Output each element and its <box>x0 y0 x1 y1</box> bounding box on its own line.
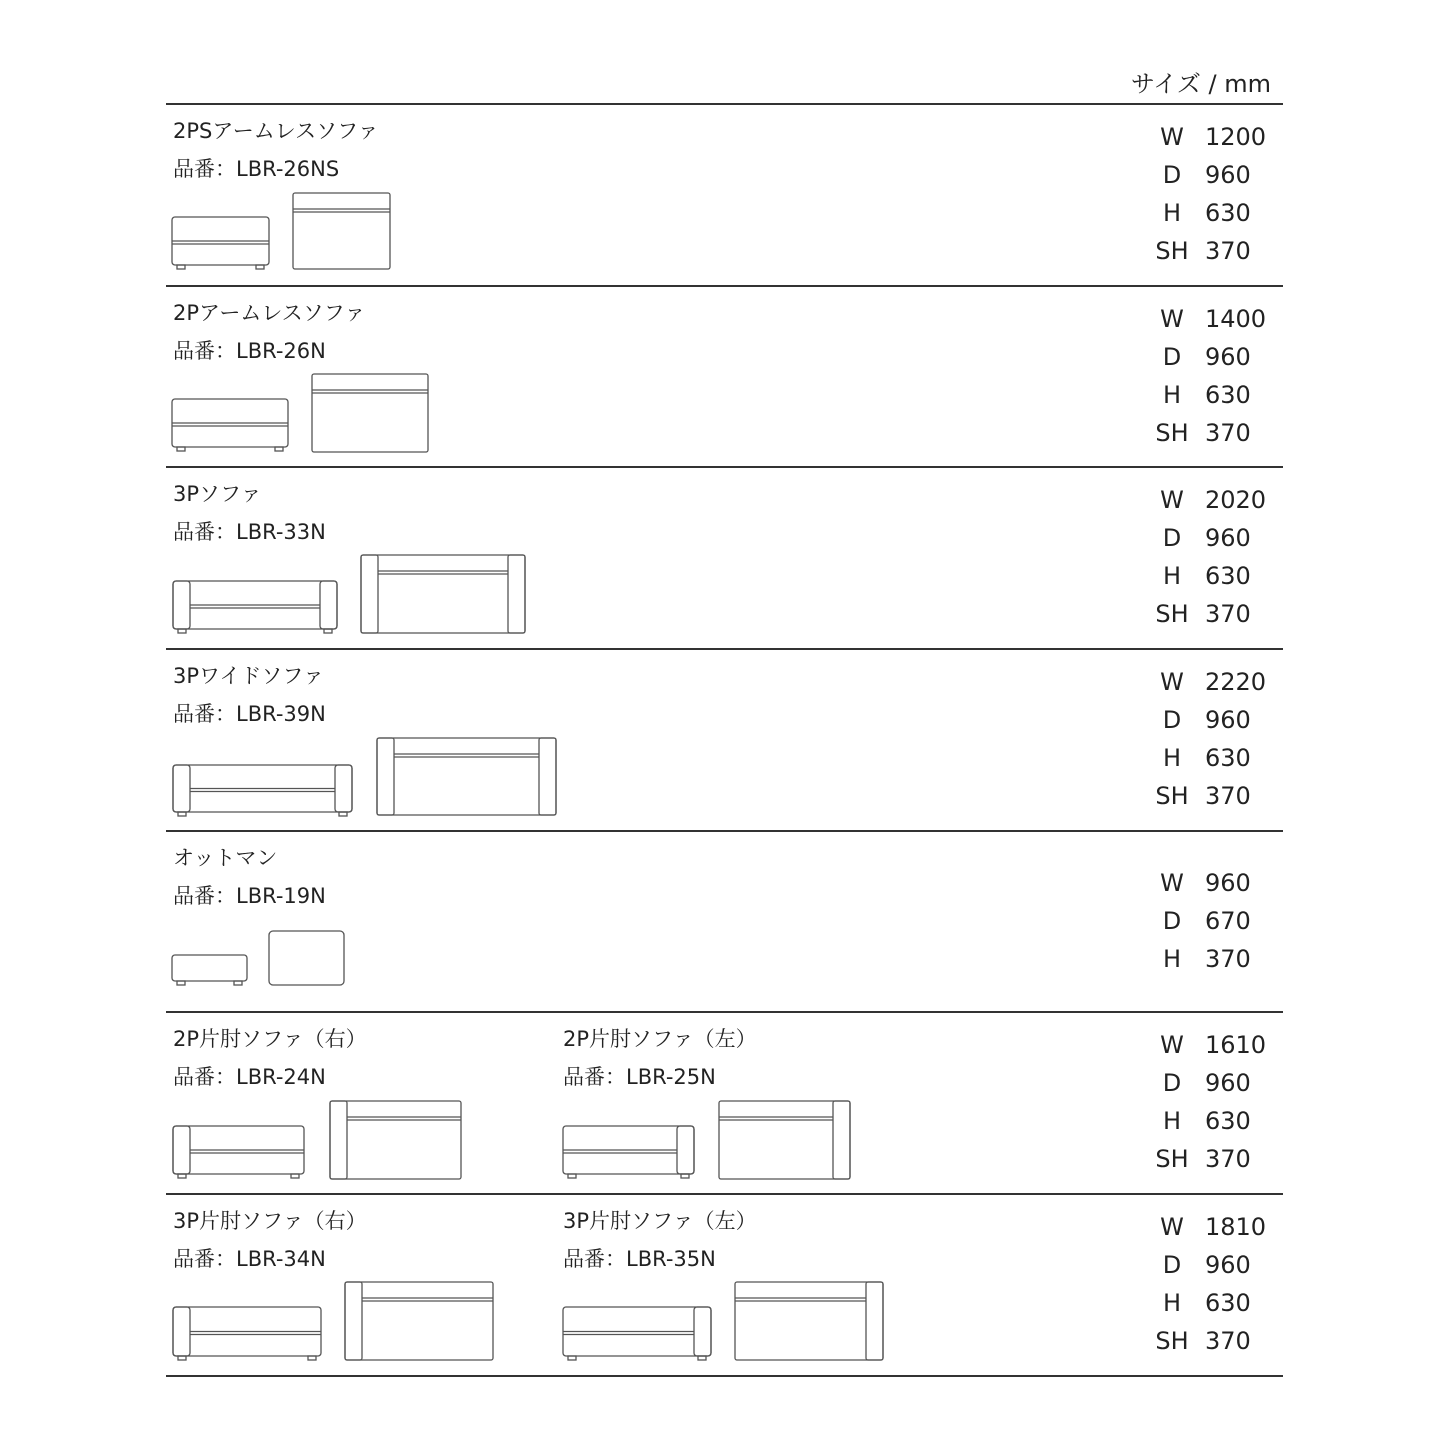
product-name: 2Pアームレスソファ <box>173 301 366 325</box>
sofa-front-view <box>173 1126 304 1178</box>
spec-value: 630 <box>1205 744 1251 772</box>
sofa-top-view <box>377 738 556 815</box>
product-name: オットマン <box>173 846 278 870</box>
sofa-top-view <box>719 1101 850 1179</box>
product-name: 3Pワイドソファ <box>173 664 324 688</box>
spec-value: 370 <box>1205 237 1251 265</box>
spec-key: D <box>1162 1069 1182 1097</box>
spec-value: 630 <box>1205 562 1251 590</box>
spec-key: W <box>1160 123 1184 151</box>
product-code: 品番：LBR-35N <box>563 1247 716 1271</box>
spec-value: 630 <box>1205 1289 1251 1317</box>
spec-value: 960 <box>1205 161 1251 189</box>
product-code: 品番：LBR-24N <box>173 1065 326 1089</box>
spec-value: 960 <box>1205 1069 1251 1097</box>
spec-key: W <box>1160 668 1184 696</box>
product-name: 2P片肘ソファ（左） <box>563 1027 757 1051</box>
sofa-top-view <box>361 555 525 633</box>
product-code: 品番：LBR-33N <box>173 520 326 544</box>
product-code: 品番：LBR-26NS <box>173 157 340 181</box>
spec-key: W <box>1160 1213 1184 1241</box>
spec-key: D <box>1162 907 1182 935</box>
spec-key: D <box>1162 706 1182 734</box>
product-name: 3P片肘ソファ（右） <box>173 1209 367 1233</box>
spec-key: H <box>1162 1289 1182 1317</box>
size-unit-label: サイズ / mm <box>1130 70 1271 98</box>
spec-value: 1810 <box>1205 1213 1267 1241</box>
spec-value: 2220 <box>1205 668 1267 696</box>
spec-key: SH <box>1155 1327 1189 1355</box>
product-name: 2P片肘ソファ（右） <box>173 1027 367 1051</box>
spec-value: 370 <box>1205 600 1251 628</box>
spec-key: D <box>1162 1251 1182 1279</box>
spec-key: H <box>1162 381 1182 409</box>
spec-key: W <box>1160 1031 1184 1059</box>
spec-value: 370 <box>1205 782 1251 810</box>
spec-value: 370 <box>1205 945 1251 973</box>
sofa-front-view <box>563 1126 694 1178</box>
spec-value: 1200 <box>1205 123 1267 151</box>
product-name: 2PSアームレスソファ <box>173 119 379 143</box>
spec-value: 630 <box>1205 381 1251 409</box>
sofa-front-view <box>172 399 288 451</box>
spec-key: SH <box>1155 600 1189 628</box>
sofa-top-view <box>330 1101 461 1179</box>
product-code: 品番：LBR-39N <box>173 702 326 726</box>
sofa-front-view <box>173 581 337 633</box>
product-name: 3P片肘ソファ（左） <box>563 1209 757 1233</box>
sofa-top-view <box>345 1282 493 1360</box>
spec-key: SH <box>1155 237 1189 265</box>
spec-key: W <box>1160 869 1184 897</box>
spec-key: D <box>1162 161 1182 189</box>
spec-key: H <box>1162 1107 1182 1135</box>
product-code: 品番：LBR-26N <box>173 339 326 363</box>
spec-value: 960 <box>1205 524 1251 552</box>
product-name: 3Pソファ <box>173 482 262 506</box>
spec-key: H <box>1162 945 1182 973</box>
spec-value: 960 <box>1205 1251 1251 1279</box>
spec-value: 670 <box>1205 907 1251 935</box>
spec-key: H <box>1162 562 1182 590</box>
sofa-front-view <box>172 955 247 985</box>
spec-key: H <box>1162 744 1182 772</box>
spec-value: 630 <box>1205 199 1251 227</box>
spec-value: 2020 <box>1205 486 1267 514</box>
sofa-top-view <box>269 931 344 985</box>
spec-key: SH <box>1155 419 1189 447</box>
spec-value: 370 <box>1205 1327 1251 1355</box>
sofa-front-view <box>173 765 352 816</box>
sofa-front-view <box>172 217 269 269</box>
sofa-top-view <box>293 193 390 269</box>
spec-key: W <box>1160 486 1184 514</box>
sofa-top-view <box>735 1282 883 1360</box>
spec-value: 630 <box>1205 1107 1251 1135</box>
spec-value: 960 <box>1205 343 1251 371</box>
sofa-top-view <box>312 374 428 452</box>
sofa-front-view <box>173 1307 321 1360</box>
spec-key: SH <box>1155 1145 1189 1173</box>
spec-value: 370 <box>1205 419 1251 447</box>
spec-key: H <box>1162 199 1182 227</box>
spec-value: 1610 <box>1205 1031 1267 1059</box>
product-code: 品番：LBR-25N <box>563 1065 716 1089</box>
spec-key: SH <box>1155 782 1189 810</box>
spec-key: D <box>1162 524 1182 552</box>
sofa-front-view <box>563 1307 711 1360</box>
spec-value: 370 <box>1205 1145 1251 1173</box>
spec-value: 960 <box>1205 706 1251 734</box>
spec-key: W <box>1160 305 1184 333</box>
product-code: 品番：LBR-34N <box>173 1247 326 1271</box>
spec-value: 1400 <box>1205 305 1267 333</box>
product-code: 品番：LBR-19N <box>173 884 326 908</box>
spec-value: 960 <box>1205 869 1251 897</box>
spec-key: D <box>1162 343 1182 371</box>
